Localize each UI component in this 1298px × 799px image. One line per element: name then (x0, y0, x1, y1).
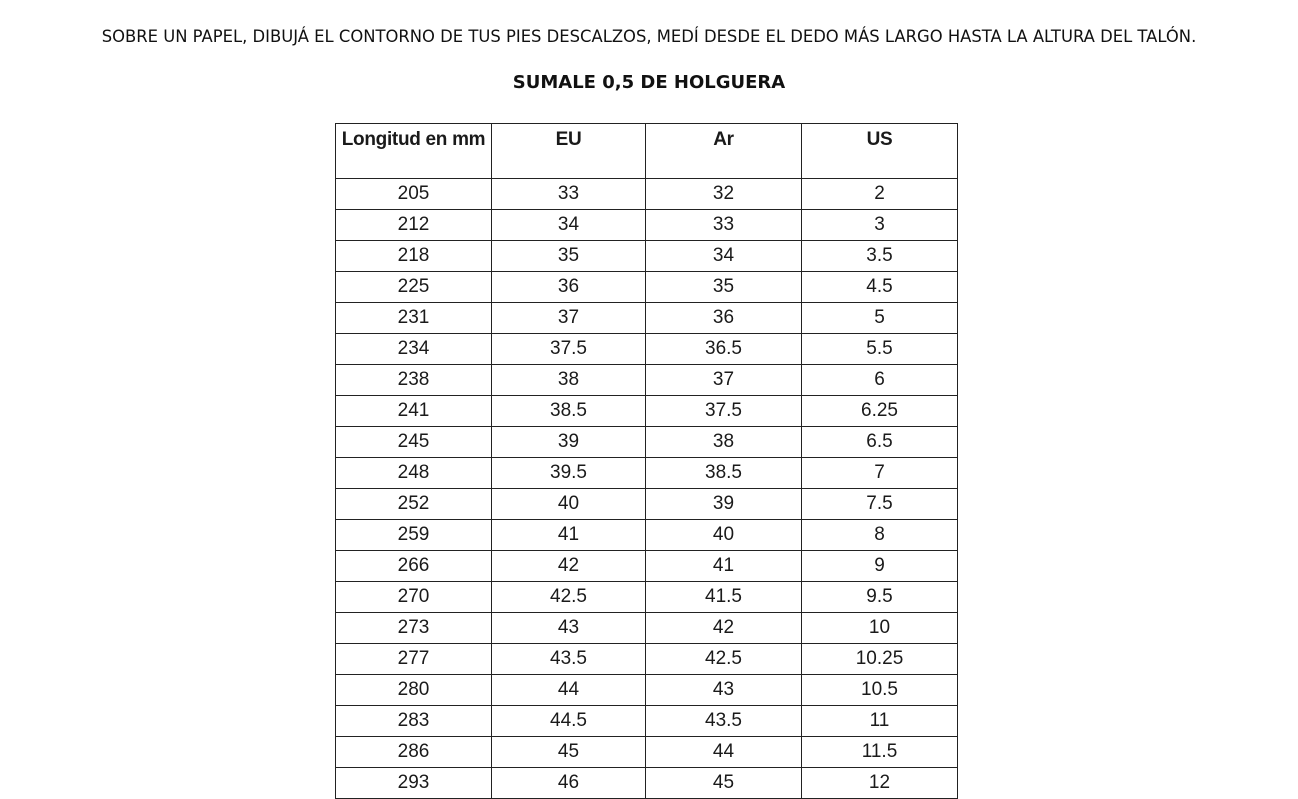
cell-ar: 45 (646, 768, 802, 799)
cell-us: 3 (802, 210, 958, 241)
cell-ar: 38 (646, 427, 802, 458)
cell-eu: 38 (492, 365, 646, 396)
cell-eu: 40 (492, 489, 646, 520)
table-body (336, 179, 958, 799)
cell-eu: 46 (492, 768, 646, 799)
header-label: EU (555, 129, 582, 150)
table-row (336, 768, 958, 799)
cell-eu: 41 (492, 520, 646, 551)
cell-us: 7 (802, 458, 958, 489)
cell-us: 2 (802, 179, 958, 210)
cell-eu: 44.5 (492, 706, 646, 737)
table-row (336, 582, 958, 613)
cell-ar: 44 (646, 737, 802, 768)
cell-length-mm: 241 (336, 396, 492, 427)
header-ar (646, 124, 802, 179)
cell-ar: 43.5 (646, 706, 802, 737)
cell-length-mm: 225 (336, 272, 492, 303)
cell-ar: 37 (646, 365, 802, 396)
cell-length-mm: 238 (336, 365, 492, 396)
cell-length-mm: 248 (336, 458, 492, 489)
table-row (336, 241, 958, 272)
table-row (336, 737, 958, 768)
table-header-row (336, 124, 958, 179)
cell-length-mm: 234 (336, 334, 492, 365)
cell-ar: 42.5 (646, 644, 802, 675)
cell-eu: 39.5 (492, 458, 646, 489)
cell-us: 6.5 (802, 427, 958, 458)
cell-eu: 44 (492, 675, 646, 706)
cell-eu: 42.5 (492, 582, 646, 613)
size-chart-table (335, 123, 958, 799)
cell-eu: 37.5 (492, 334, 646, 365)
cell-us: 5.5 (802, 334, 958, 365)
cell-eu: 36 (492, 272, 646, 303)
table-row (336, 613, 958, 644)
header-eu (492, 124, 646, 179)
cell-us: 5 (802, 303, 958, 334)
cell-length-mm: 245 (336, 427, 492, 458)
cell-ar: 38.5 (646, 458, 802, 489)
cell-ar: 41.5 (646, 582, 802, 613)
header-length-mm (336, 124, 492, 179)
cell-length-mm: 266 (336, 551, 492, 582)
cell-eu: 34 (492, 210, 646, 241)
table-row (336, 427, 958, 458)
cell-eu: 33 (492, 179, 646, 210)
table-row (336, 303, 958, 334)
table-row (336, 334, 958, 365)
cell-us: 8 (802, 520, 958, 551)
cell-eu: 35 (492, 241, 646, 272)
cell-eu: 43.5 (492, 644, 646, 675)
cell-ar: 35 (646, 272, 802, 303)
cell-ar: 43 (646, 675, 802, 706)
cell-length-mm: 218 (336, 241, 492, 272)
cell-us: 4.5 (802, 272, 958, 303)
measuring-instruction: SOBRE UN PAPEL, DIBUJÁ EL CONTORNO DE TUS PIES DESCALZOS, MEDÍ DESDE EL DEDO MÁS LARGO HASTA LA ALTURA DEL TALÓN. (101, 27, 1197, 46)
cell-ar: 40 (646, 520, 802, 551)
cell-length-mm: 273 (336, 613, 492, 644)
cell-us: 9.5 (802, 582, 958, 613)
cell-length-mm: 283 (336, 706, 492, 737)
header-label: US (866, 129, 893, 150)
table-row (336, 675, 958, 706)
table-row (336, 458, 958, 489)
table-row (336, 365, 958, 396)
cell-ar: 36.5 (646, 334, 802, 365)
cell-length-mm: 286 (336, 737, 492, 768)
cell-ar: 37.5 (646, 396, 802, 427)
table-row (336, 706, 958, 737)
table-row (336, 210, 958, 241)
cell-us: 7.5 (802, 489, 958, 520)
table-row (336, 179, 958, 210)
header-label: Longitud en mm (341, 129, 486, 150)
cell-ar: 32 (646, 179, 802, 210)
cell-length-mm: 259 (336, 520, 492, 551)
allowance-note: SUMALE 0,5 DE HOLGUERA (512, 72, 786, 93)
cell-us: 10.25 (802, 644, 958, 675)
cell-ar: 42 (646, 613, 802, 644)
table-row (336, 551, 958, 582)
cell-eu: 37 (492, 303, 646, 334)
header-us (802, 124, 958, 179)
table-row (336, 396, 958, 427)
cell-us: 11 (802, 706, 958, 737)
cell-eu: 45 (492, 737, 646, 768)
cell-length-mm: 231 (336, 303, 492, 334)
cell-ar: 33 (646, 210, 802, 241)
cell-us: 10.5 (802, 675, 958, 706)
cell-length-mm: 252 (336, 489, 492, 520)
cell-us: 10 (802, 613, 958, 644)
cell-us: 12 (802, 768, 958, 799)
cell-ar: 41 (646, 551, 802, 582)
cell-length-mm: 280 (336, 675, 492, 706)
cell-length-mm: 293 (336, 768, 492, 799)
table-row (336, 489, 958, 520)
cell-eu: 42 (492, 551, 646, 582)
cell-length-mm: 270 (336, 582, 492, 613)
cell-length-mm: 212 (336, 210, 492, 241)
cell-length-mm: 277 (336, 644, 492, 675)
cell-length-mm: 205 (336, 179, 492, 210)
cell-us: 6 (802, 365, 958, 396)
cell-ar: 39 (646, 489, 802, 520)
cell-eu: 39 (492, 427, 646, 458)
cell-us: 3.5 (802, 241, 958, 272)
cell-ar: 36 (646, 303, 802, 334)
table-row (336, 644, 958, 675)
table-row (336, 520, 958, 551)
cell-us: 6.25 (802, 396, 958, 427)
cell-eu: 43 (492, 613, 646, 644)
cell-us: 9 (802, 551, 958, 582)
cell-eu: 38.5 (492, 396, 646, 427)
cell-us: 11.5 (802, 737, 958, 768)
header-label: Ar (713, 129, 734, 150)
cell-ar: 34 (646, 241, 802, 272)
table-row (336, 272, 958, 303)
